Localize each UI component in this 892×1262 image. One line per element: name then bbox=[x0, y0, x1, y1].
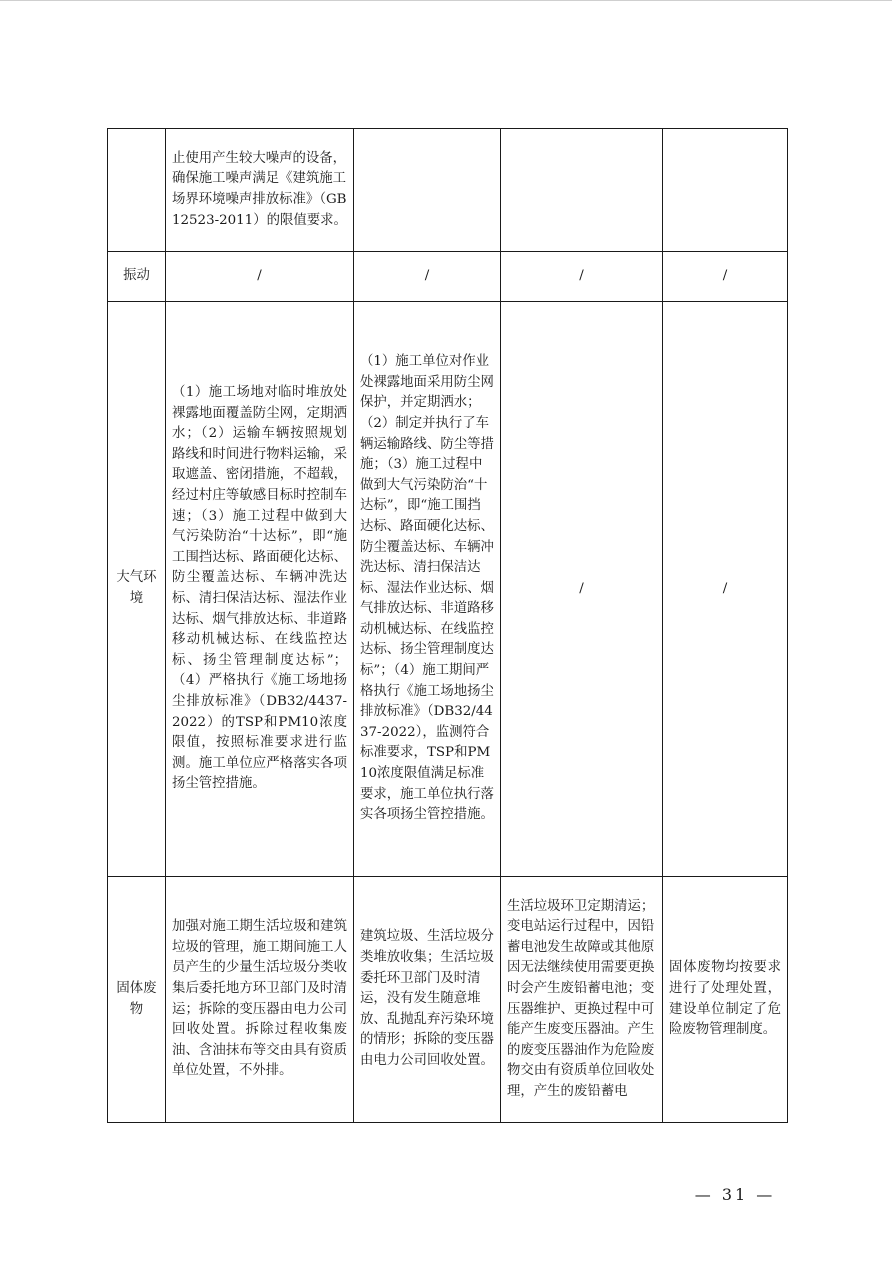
operation-cell: / bbox=[501, 252, 663, 302]
requirement-cell bbox=[166, 129, 354, 252]
top-border-line bbox=[0, 0, 892, 1]
operation-cell: 生活垃圾环卫定期清运；变电站运行过程中，因铅蓄电池发生故障或其他原因无法继续使用需要更换时会产生废铅蓄电池；变压器维护、更换过程中可能产生废变压器油。产生的废变压器油作为危险废物交由有资质单位回收处理，产生的废铅蓄电 bbox=[501, 877, 663, 1123]
conclusion-cell bbox=[663, 129, 788, 252]
conclusion-cell: / bbox=[663, 252, 788, 302]
table-row-noise bbox=[108, 129, 788, 252]
cell-text: 止使用产生较大噪声的设备，确保施工噪声满足《建筑施工场界环境噪声排放标准》（GB12523-2011）的限值要求。 bbox=[172, 150, 347, 228]
category-cell: 固体废物 bbox=[108, 877, 166, 1123]
implementation-cell bbox=[354, 129, 501, 252]
measures-table bbox=[107, 128, 788, 1123]
conclusion-cell: 固体废物均按要求进行了处理处置，建设单位制定了危险废物管理制度。 bbox=[663, 877, 788, 1123]
table-row-vibration bbox=[108, 252, 788, 302]
conclusion-cell: / bbox=[663, 302, 788, 877]
implementation-cell: 建筑垃圾、生活垃圾分类堆放收集；生活垃圾委托环卫部门及时清运，没有发生随意堆放、乱抛乱弃污染环境的情形；拆除的变压器由电力公司回收处置。 bbox=[354, 877, 501, 1123]
category-cell bbox=[108, 129, 166, 252]
page-number: — 31 — bbox=[694, 1185, 776, 1204]
implementation-cell: （1）施工单位对作业处裸露地面采用防尘网保护，并定期洒水；（2）制定并执行了车辆运输路线、防尘等措施；（3）施工过程中做到大气污染防治“十达标”，即“施工围挡达标、路面硬化达标、防尘覆盖达标、车辆冲洗达标、清扫保洁达标、湿法作业达标、烟气排放达标、非道路移动机械达标、在线监控达标、扬尘管理制度达标”；（4）施工期间严格执行《施工场地扬尘排放标准》（DB32/4437-2022），监测符合标准要求，TSP和PM10浓度限值满足标准要求，施工单位执行落实各项扬尘管控措施。 bbox=[354, 302, 501, 877]
requirement-cell: （1）施工场地对临时堆放处裸露地面覆盖防尘网，定期洒水；（2）运输车辆按照规划路线和时间进行物料运输，采取遮盖、密闭措施，不超载，经过村庄等敏感目标时控制车速；（3）施工过程中做到大气污染防治“十达标”，即“施工围挡达标、路面硬化达标、防尘覆盖达标、车辆冲洗达标、清扫保洁达标、湿法作业达标、烟气排放达标、非道路移动机械达标、在线监控达标、扬尘管理制度达标”；（4）严格执行《施工场地扬尘排放标准》（DB32/4437-2022）的TSP和PM10浓度限值，按照标准要求进行监测。施工单位应严格落实各项扬尘管控措施。 bbox=[166, 302, 354, 877]
operation-cell: / bbox=[501, 302, 663, 877]
requirement-cell: / bbox=[166, 252, 354, 302]
requirement-cell: 加强对施工期生活垃圾和建筑垃圾的管理，施工期间施工人员产生的少量生活垃圾分类收集后委托地方环卫部门及时清运；拆除的变压器由电力公司回收处置。拆除过程收集废油、含油抹布等交由具有资质单位处置，不外排。 bbox=[166, 877, 354, 1123]
table-row-air bbox=[108, 302, 788, 877]
category-cell: 振动 bbox=[108, 252, 166, 302]
category-cell: 大气环境 bbox=[108, 302, 166, 877]
implementation-cell: / bbox=[354, 252, 501, 302]
table-row-solid-waste bbox=[108, 877, 788, 1123]
operation-cell bbox=[501, 129, 663, 252]
